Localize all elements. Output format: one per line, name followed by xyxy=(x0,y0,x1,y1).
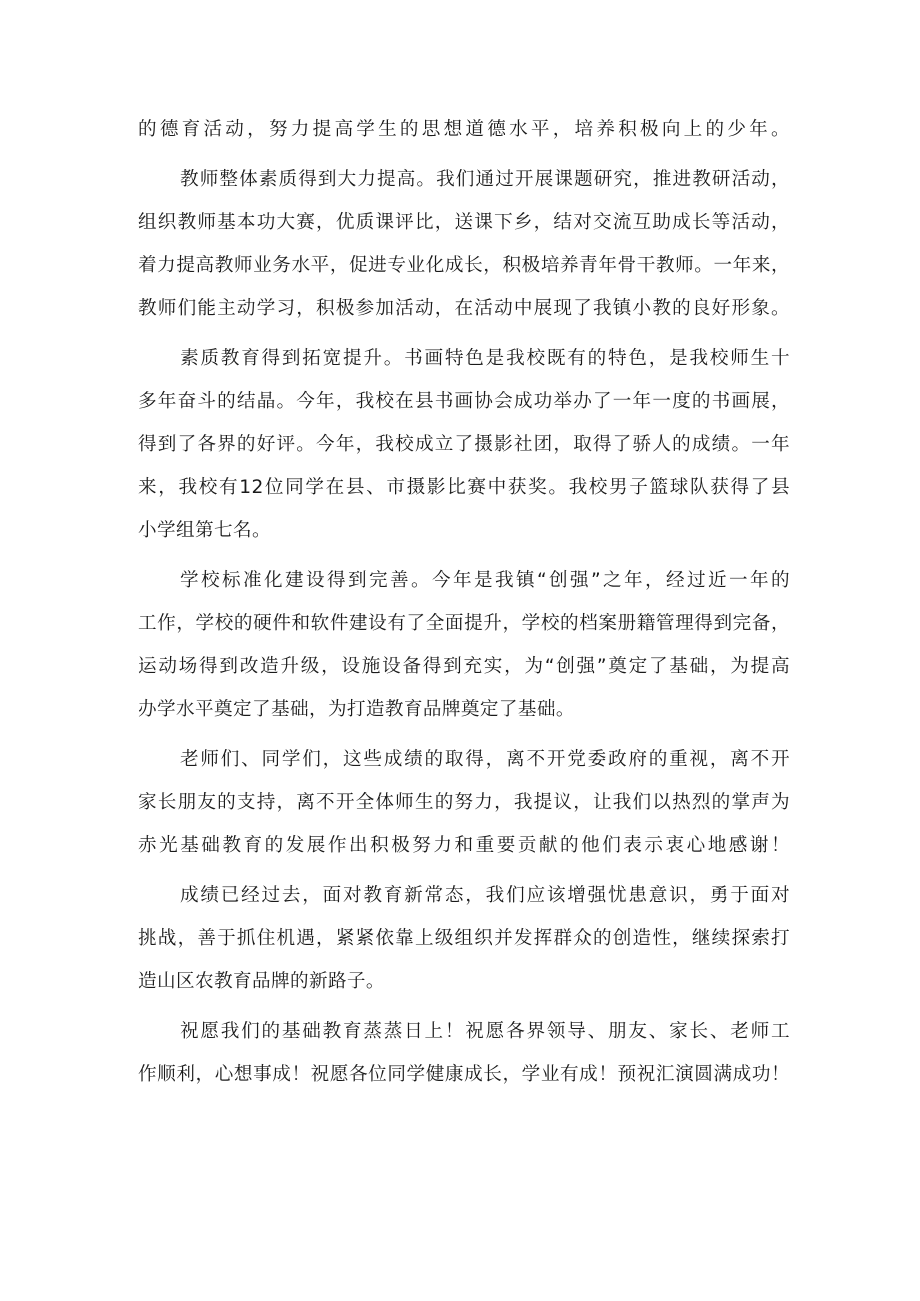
paragraph-first-line: 祝愿我们的基础教育蒸蒸日上！祝愿各界领导、朋友、家长、老师工 xyxy=(180,1021,790,1042)
text-line: 造山区农教育品牌的新路子。 xyxy=(138,971,385,992)
paragraph-first-line: 成绩已经过去，面对教育新常态，我们应该增强忧患意识，勇于面对 xyxy=(180,885,790,906)
text-line: 小学组第七名。 xyxy=(138,520,271,541)
text-line: 教师们能主动学习，积极参加活动，在活动中展现了我镇小教的良好形象。 xyxy=(138,298,790,319)
text-line: 作顺利，心想事成！祝愿各位同学健康成长，学业有成！预祝汇演圆满成功！ xyxy=(138,1064,790,1085)
paragraph-first-line: 素质教育得到拓宽提升。书画特色是我校既有的特色，是我校师生十 xyxy=(180,348,790,369)
text-line: 工作，学校的硬件和软件建设有了全面提升，学校的档案册籍管理得到完备， xyxy=(138,613,790,634)
text-line: 赤光基础教育的发展作出积极努力和重要贡献的他们表示衷心地感谢！ xyxy=(138,835,790,856)
text-line: 的德育活动，努力提高学生的思想道德水平，培养积极向上的少年。 xyxy=(138,119,790,140)
text-line: 运动场得到改造升级，设施设备得到充实，为“创强”奠定了基础，为提高 xyxy=(138,656,790,677)
paragraph-first-line: 教师整体素质得到大力提高。我们通过开展课题研究，推进教研活动， xyxy=(180,169,790,190)
text-line: 组织教师基本功大赛，优质课评比，送课下乡，结对交流互助成长等活动， xyxy=(138,212,790,233)
text-line: 得到了各界的好评。今年，我校成立了摄影社团，取得了骄人的成绩。一年 xyxy=(138,434,790,455)
text-line: 家长朋友的支持，离不开全体师生的努力，我提议，让我们以热烈的掌声为 xyxy=(138,792,790,813)
paragraph-first-line: 学校标准化建设得到完善。今年是我镇“创强”之年，经过近一年的 xyxy=(180,570,790,591)
text-line: 多年奋斗的结晶。今年，我校在县书画协会成功举办了一年一度的书画展， xyxy=(138,391,790,412)
text-line: 着力提高教师业务水平，促进专业化成长，积极培养青年骨干教师。一年来， xyxy=(138,255,790,276)
text-line: 来，我校有12位同学在县、市摄影比赛中获奖。我校男子篮球队获得了县 xyxy=(138,477,790,498)
text-line: 挑战，善于抓住机遇，紧紧依靠上级组织并发挥群众的创造性，继续探索打 xyxy=(138,928,790,949)
text-line: 办学水平奠定了基础，为打造教育品牌奠定了基础。 xyxy=(138,699,575,720)
paragraph-first-line: 老师们、同学们，这些成绩的取得，离不开党委政府的重视，离不开 xyxy=(180,749,790,770)
